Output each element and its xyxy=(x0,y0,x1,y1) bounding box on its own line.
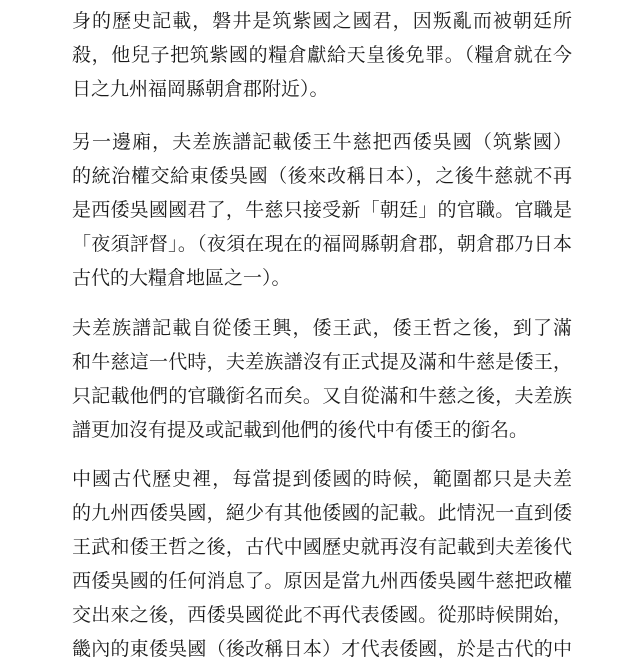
text-line: 「夜須評督」。（夜須在現在的福岡縣朝倉郡，朝倉郡乃日本 xyxy=(72,233,572,255)
paragraph-2 xyxy=(72,125,572,295)
text-line: 和牛慈這一代時，夫差族譜沒有正式提及滿和牛慈是倭王， xyxy=(72,351,572,373)
text-line: 王武和倭王哲之後，古代中國歷史就再沒有記載到夫差後代 xyxy=(72,536,572,558)
paragraph-3 xyxy=(72,311,572,447)
text-line: 只記載他們的官職銜名而矣。又自從滿和牛慈之後，夫差族 xyxy=(72,385,572,407)
text-line: 交出來之後，西倭吳國從此不再代表倭國。從那時候開始， xyxy=(72,604,572,626)
text-line: 身的歷史記載，磐井是筑紫國之國君，因叛亂而被朝廷所 xyxy=(72,10,572,32)
text-line: 中國古代歷史裡，每當提到倭國的時候，範圍都只是夫差 xyxy=(72,468,572,490)
text-line: 譜更加沒有提及或記載到他們的後代中有倭王的銜名。 xyxy=(72,419,529,441)
paragraph-1 xyxy=(72,4,572,106)
text-line: 夫差族譜記載自從倭王興，倭王武，倭王哲之後，到了滿 xyxy=(72,317,572,339)
text-line: 另一邊廂，夫差族譜記載倭王牛慈把西倭吳國（筑紫國） xyxy=(72,131,572,153)
text-line: 的統治權交給東倭吳國（後來改稱日本），之後牛慈就不再 xyxy=(72,165,572,187)
text-line: 畿內的東倭吳國（後改稱日本）才代表倭國，於是古代的中 xyxy=(72,638,572,658)
text-line: 西倭吳國的任何消息了。原因是當九州西倭吳國牛慈把政權 xyxy=(72,570,572,592)
text-line: 古代的大糧倉地區之一）。 xyxy=(72,267,291,289)
text-line: 日之九州福岡縣朝倉郡附近）。 xyxy=(72,78,329,100)
text-line: 是西倭吳國國君了，牛慈只接受新「朝廷」的官職。官職是 xyxy=(72,199,572,221)
paragraph-4 xyxy=(72,462,572,658)
text-line: 的九州西倭吳國，絕少有其他倭國的記載。此情況一直到倭 xyxy=(72,502,572,524)
text-line: 殺，他兒子把筑紫國的糧倉獻給天皇後免罪。（糧倉就在今 xyxy=(72,44,572,66)
